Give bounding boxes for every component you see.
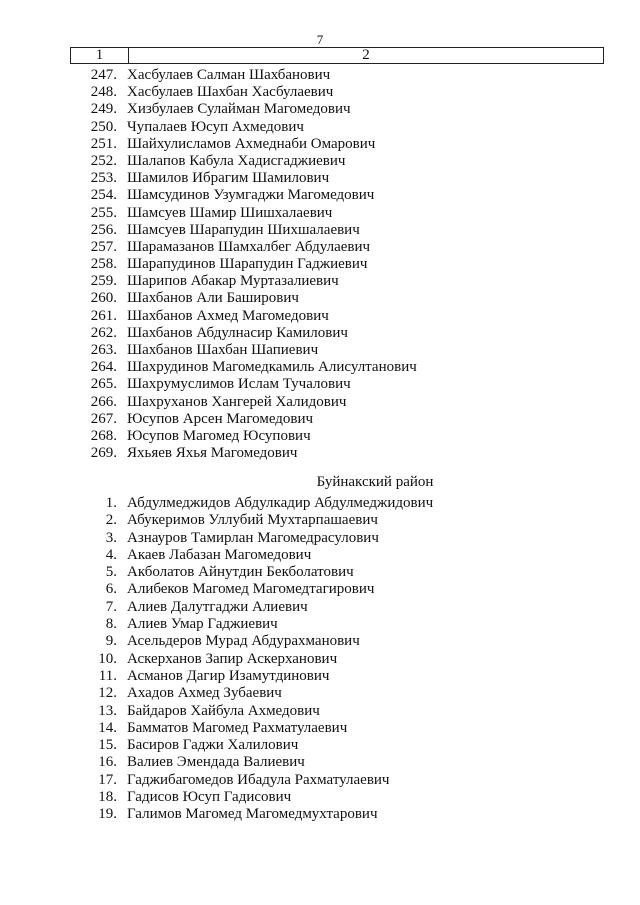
list-item <box>70 806 590 823</box>
list-item <box>70 394 590 411</box>
list-item-number: 256. <box>90 221 117 238</box>
list-item <box>70 668 590 685</box>
list-item <box>70 153 590 170</box>
list-item-name: Шайхулисламов Ахмеднаби Омарович <box>127 135 376 152</box>
list-item-number: 17. <box>98 771 117 788</box>
section-title: Буйнакский район <box>316 474 434 490</box>
list-item-number: 1. <box>105 495 117 511</box>
list-item-name: Яхьяев Яхья Магомедович <box>127 445 298 462</box>
list-item-number: 254. <box>90 187 117 204</box>
list-item-name: Юсупов Магомед Юсупович <box>127 427 311 444</box>
list-item <box>70 495 590 512</box>
list-item-name: Шахрумуслимов Ислам Тучалович <box>127 376 351 393</box>
list-item-number: 258. <box>90 256 117 273</box>
list-item <box>70 789 590 806</box>
list-item-name: Шарипов Абакар Муртазалиевич <box>127 273 339 290</box>
list-item-number: 15. <box>98 737 117 754</box>
list-item <box>70 651 590 668</box>
list-item <box>70 136 590 153</box>
list-item-name: Гадисов Юсуп Гадисович <box>127 789 292 806</box>
list-item-number: 14. <box>98 719 117 736</box>
list-item <box>70 720 590 737</box>
list-item <box>70 84 590 101</box>
list-item <box>70 119 590 136</box>
list-item <box>70 308 590 325</box>
list-item-number: 8. <box>105 616 117 633</box>
page-number: 7 <box>316 32 324 47</box>
list-item-number: 9. <box>105 633 117 650</box>
list-item-number: 268. <box>90 427 117 444</box>
list-item <box>70 616 590 633</box>
list-item <box>70 685 590 702</box>
list-item <box>70 445 590 462</box>
list-item <box>70 205 590 222</box>
list-item-number: 269. <box>90 445 117 462</box>
list-item-name: Абдулмеджидов Абдулкадир Абдулмеджидович <box>127 495 434 511</box>
list-item-name: Гаджибагомедов Ибадула Рахматулаевич <box>127 771 390 788</box>
list-item-name: Бамматов Магомед Рахматулаевич <box>127 719 348 736</box>
list-item-number: 10. <box>98 650 117 667</box>
list-item-number: 255. <box>90 204 117 221</box>
list-item-name: Акаев Лабазан Магомедович <box>127 546 312 563</box>
list-item <box>70 411 590 428</box>
list-item <box>70 222 590 239</box>
list-item-number: 250. <box>90 118 117 135</box>
list-item-number: 7. <box>105 598 117 615</box>
list-item-name: Асельдеров Мурад Абдурахманович <box>127 633 360 650</box>
list-item-number: 2. <box>105 512 117 529</box>
list-item-name: Шахрудинов Магомедкамиль Алисултанович <box>127 359 417 376</box>
list-item-number: 265. <box>90 376 117 393</box>
list-item-name: Шалапов Кабула Хадисгаджиевич <box>127 152 346 169</box>
list-item <box>70 703 590 720</box>
list-item-name: Басиров Гаджи Халилович <box>127 737 299 754</box>
list-item-name: Акболатов Айнутдин Бекболатович <box>127 564 354 581</box>
list-item <box>70 599 590 616</box>
list-item-name: Шамсуев Шарапудин Шихшалаевич <box>127 221 360 238</box>
list-item <box>70 772 590 789</box>
list-item-name: Шахбанов Ахмед Магомедович <box>127 307 329 324</box>
list-item-number: 251. <box>90 135 117 152</box>
list-item <box>70 170 590 187</box>
list-item-name: Шахруханов Хангерей Халидович <box>127 393 347 410</box>
list-item <box>70 737 590 754</box>
list-item-number: 248. <box>90 84 117 101</box>
table-header-col1: 1 <box>71 48 129 63</box>
list-item-number: 247. <box>90 67 117 83</box>
list-item-name: Шахбанов Шахбан Шапиевич <box>127 342 319 358</box>
list-item <box>70 256 590 273</box>
table-header <box>70 47 604 64</box>
list-item-name: Хасбулаев Салман Шахбанович <box>127 67 331 83</box>
list-item-name: Алиев Умар Гаджиевич <box>127 616 278 633</box>
list-item-number: 264. <box>90 359 117 376</box>
list-item-name: Хизбулаев Сулайман Магомедович <box>127 101 351 118</box>
list-item-name: Аскерханов Запир Аскерханович <box>127 650 338 667</box>
table-header-col2: 2 <box>362 47 370 63</box>
list-item <box>70 376 590 393</box>
list-item-name: Шарамазанов Шамхалбег Абдулаевич <box>127 238 371 255</box>
list-item-number: 252. <box>90 152 117 169</box>
list-item-number: 262. <box>90 324 117 341</box>
list-item-name: Юсупов Арсен Магомедович <box>127 410 314 427</box>
list-item-number: 16. <box>98 754 117 771</box>
list-item-number: 259. <box>90 273 117 290</box>
list-item <box>70 530 590 547</box>
list-item <box>70 564 590 581</box>
list-item-number: 13. <box>98 702 117 719</box>
list-item <box>70 359 590 376</box>
list-item-number: 257. <box>90 238 117 255</box>
list-item <box>70 273 590 290</box>
list-item-name: Асманов Дагир Изамутдинович <box>127 667 330 684</box>
list-item-number: 12. <box>98 685 117 702</box>
list-item-number: 260. <box>90 290 117 307</box>
list-item <box>70 581 590 598</box>
list-item-name: Ахадов Ахмед Зубаевич <box>127 685 282 702</box>
list-item-name: Алиев Далутгаджи Алиевич <box>127 598 308 615</box>
list-item-number: 3. <box>105 529 117 546</box>
list-item <box>70 754 590 771</box>
list-item-name: Валиев Эмендада Валиевич <box>127 754 305 771</box>
list-item <box>70 633 590 650</box>
list-item-number: 263. <box>90 342 117 358</box>
name-list-continued <box>70 67 590 462</box>
list-item <box>70 342 590 359</box>
list-item <box>70 325 590 342</box>
list-item-number: 19. <box>98 806 117 823</box>
list-item <box>70 428 590 445</box>
list-item-number: 261. <box>90 307 117 324</box>
list-item-name: Шахбанов Абдулнасир Камилович <box>127 324 348 341</box>
list-item-name: Азнауров Тамирлан Магомедрасулович <box>127 529 379 546</box>
list-item-number: 4. <box>105 546 117 563</box>
list-item <box>70 290 590 307</box>
list-item <box>70 187 590 204</box>
list-item-name: Галимов Магомед Магомедмухтарович <box>127 806 378 823</box>
list-item-number: 5. <box>105 564 117 581</box>
list-item-name: Чупалаев Юсуп Ахмедович <box>127 118 304 135</box>
list-item <box>70 512 590 529</box>
list-item-name: Шарапудинов Шарапудин Гаджиевич <box>127 256 368 273</box>
list-item-number: 11. <box>98 667 117 684</box>
name-list-buynaksky <box>70 495 590 824</box>
list-item-number: 267. <box>90 410 117 427</box>
list-item-name: Хасбулаев Шахбан Хасбулаевич <box>127 84 334 101</box>
list-item-number: 253. <box>90 170 117 187</box>
list-item-number: 6. <box>105 581 117 598</box>
list-item <box>70 101 590 118</box>
list-item-number: 266. <box>90 393 117 410</box>
list-item-name: Шамсуев Шамир Шишхалаевич <box>127 204 333 221</box>
list-item <box>70 239 590 256</box>
list-item-number: 249. <box>90 101 117 118</box>
list-item-name: Алибеков Магомед Магомедтагирович <box>127 581 375 598</box>
list-item-name: Байдаров Хайбула Ахмедович <box>127 702 320 719</box>
list-item-name: Шамилов Ибрагим Шамилович <box>127 170 330 187</box>
list-item-name: Шахбанов Али Баширович <box>127 290 299 307</box>
list-item <box>70 547 590 564</box>
list-item-number: 18. <box>98 789 117 806</box>
list-item <box>70 67 590 84</box>
list-item-name: Абукеримов Уллубий Мухтарпашаевич <box>127 512 378 529</box>
list-item-name: Шамсудинов Узумгаджи Магомедович <box>127 187 375 204</box>
